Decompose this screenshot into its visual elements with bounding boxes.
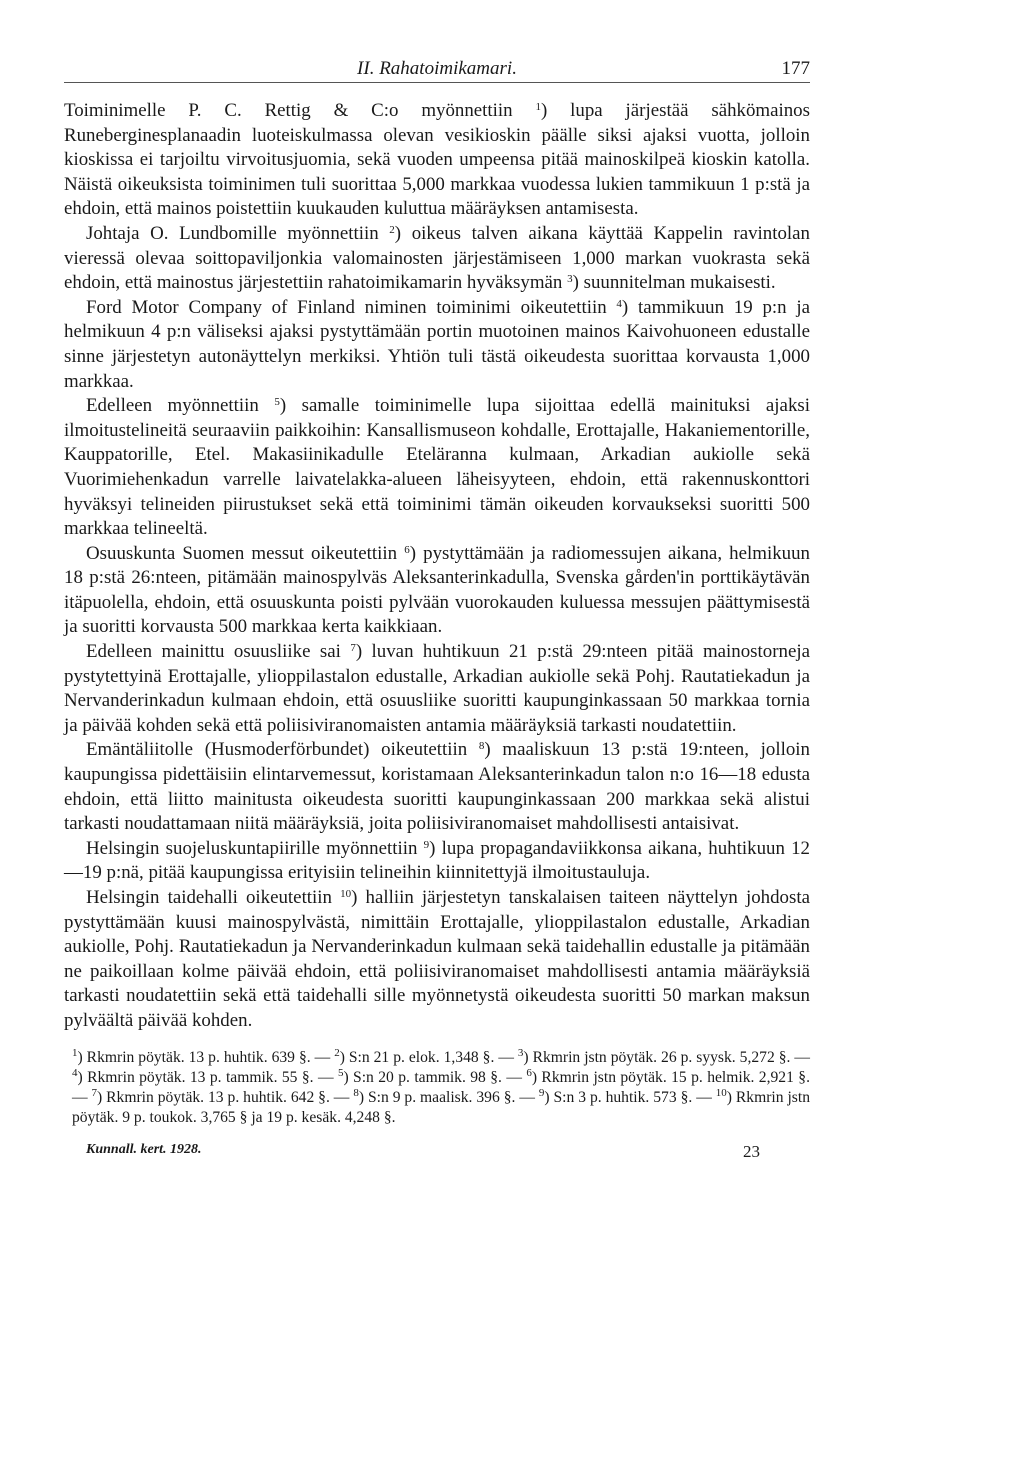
text-run: ) luvan huhtikuun 21 p:stä 29:nteen pitää mainostorneja pystytettyinä Erottajalle, ylioppilastalon edustalle, Arkadian aukiolle sekä Pohj. Rautatiekadun ja Nervanderinkadun kulmaan ehdoin, että osuusliike suoritti kaupunginkassaan 50 markkaa tornia ja päivää kohden sekä että poliisiviranomaisten antamia määräyksiä tarkasti noudatettiin. [64,641,810,736]
footnote-text: ) Rkmrin pöytäk. 13 p. tammik. 55 §. — [77,1068,338,1086]
footnote-text: ) S:n 3 p. huhtik. 573 §. — [544,1088,716,1106]
paragraph-lundbom [64,222,810,296]
text-run: Ford Motor Company of Finland niminen toiminimi oikeutettiin [86,296,617,318]
footnote-ref: 6 [404,543,410,556]
footnote-text: ) Rkmrin pöytäk. 13 p. huhtik. 642 §. — [97,1088,354,1106]
text-run: Helsingin taidehalli oikeutettiin [86,887,341,908]
text-run: ) maaliskuun 13 p:stä 19:nteen, jolloin kaupungissa pidettäisiin elintarvemessut, koristamaan Aleksanterinkadun talon n:o 16—18 edusta ehdoin, että liitto mainitusta oikeudesta suoritti kaupunginkassaan 200 markkaa sekä alistui tarkasti noudattamaan niitä määräyksiä, joita poliisiviranomaiset mahdollisesti antaisivat. [64,739,810,835]
footnote-ref: 3 [567,273,573,286]
paragraph-suojeluskunta [64,837,810,886]
source-reference: Kunnall. kert. 1928. [86,1142,202,1158]
footnotes [64,1048,810,1129]
footnote-mark: 10 [715,1086,727,1099]
footnote-mark: 7 [91,1086,98,1099]
text-run: Emäntäliitolle (Husmoderförbundet) oikeutettiin [86,739,479,761]
text-run: ) tammikuun 19 p:n ja helmikuun 4 p:n väliseksi ajaksi pystyttämään portin muotoinen mainos Kaivohuoneen edustalle sinne järjestetyn autonäyttelyn merkiksi. Yhtiön tuli tästä oikeudesta suorittaa korvausta 1,000 markkaa. [64,296,810,392]
footnote-ref: 1 [535,101,541,113]
footnote-mark: 2 [334,1046,340,1059]
text-run: ) suunnitelman mukaisesti. [572,272,776,294]
text-run: Helsingin suojeluskuntapiirille myönnettiin [86,837,424,859]
footnote-mark: 4 [72,1066,78,1079]
text-run: ) halliin järjestetyn tanskalaisen taiteen näyttelyn johdosta pystyttämään kuusi mainospylvästä, nimittäin Erottajalle, ylioppilastalon edustalle, Arkadian aukiolle, Pohj. Rautatiekadun ja Nervanderinkadun kulmaan sekä taidehallin edustalle ja pitämään ne paikoillaan kolme päivää ehdoin, että poliisiviranomaiset mahdollisesti antamia määräyksiä tarkasti noudatettiin sekä että taidehalli sille myönnetystä oikeudesta suoritti 50 markan maksun pylväältä päivää kohden. [64,887,810,1031]
text-run: ) oikeus talven aikana käyttää Kappelin ravintolan vieressä olevaa soittopaviljonkia valomainosten järjestämiseen 1,000 markan vuokrasta sekä ehdoin, että mainostus järjestettiin rahatoimikamarin hyväksymän [64,222,810,294]
footnote-ref: 4 [616,297,622,310]
page-footer [64,1138,810,1162]
text-run: ) samalle toiminimelle lupa sijoittaa edellä mainituksi ajaksi ilmoitustelineitä seuraaviin paikkoihin: Kansallismuseon kohdalle, Erottajalle, Hakaniementorille, Kauppatorille, Etel. Makasiinikadulle Eteläranna kulmaan, Arkadian aukiolle sekä Vuorimiehenkadun varrelle laivatelakka-alueen läheisyyteen, ehdoin, että rakennuskonttori hyväksyi telineiden piirustukset sekä että toiminimi tämän oikeuden korvaukseksi suoritti 500 markkaa telineeltä. [64,395,810,540]
footnote-text: ) S:n 20 p. tammik. 98 §. — [343,1068,527,1086]
footnote-ref: 2 [389,223,395,236]
body-text [64,99,810,1034]
footnote-ref: 10 [340,888,352,900]
footnote-mark: 8 [353,1086,359,1099]
text-run: Osuuskunta Suomen messut oikeutettiin [86,542,405,564]
footnote-mark: 3 [517,1046,524,1059]
footnote-ref: 5 [274,396,280,409]
footnote-text: ) Rkmrin jstn pöytäk. 9 p. toukok. 3,765 § ja 19 p. kesäk. 4,248 §. [72,1088,810,1127]
paragraph-ford [64,296,810,394]
footnote-text: ) Rkmrin pöytäk. 13 p. huhtik. 639 §. — [77,1048,335,1066]
paragraph-emantaliitto [64,738,810,836]
text-run: Toiminimelle P. C. Rettig & C:o myönnettiin [64,100,536,121]
page-number: 177 [781,58,810,79]
signature-number: 23 [743,1142,760,1162]
footnote-text: ) S:n 9 p. maalisk. 396 §. — [358,1088,539,1106]
footnote-ref: 8 [478,740,485,753]
page-title: II. Rahatoimikamari. [357,58,517,79]
footnote-text: ) S:n 21 p. elok. 1,348 §. — [339,1048,518,1066]
footnote-mark: 5 [337,1066,344,1079]
footnote-mark: 1 [72,1046,78,1059]
text-run: ) pystyttämään ja radiomessujen aikana, helmikuun 18 p:stä 26:nteen, pitämään mainospylväs Aleksanterinkadulla, Svenska gården'in porttikäytävän itäpuolella, ehdoin, että osuuskunta poisti pylvään vuorokauden kuluessa messujen päättymisestä ja suoritti korvausta 500 markkaa kerta kaikkiaan. [64,542,810,638]
paragraph-taidehalli [64,886,810,1034]
text-run: Edelleen myönnettiin [86,395,275,417]
document-page [64,52,810,1162]
footnote-mark: 9 [538,1086,545,1099]
text-run: Johtaja O. Lundbomille myönnettiin [86,222,390,244]
running-header [64,52,810,83]
footnote-ref: 7 [350,642,356,655]
footnote-ref: 9 [423,838,430,851]
paragraph-messut [64,542,810,640]
paragraph-rettig [64,99,810,222]
paragraph-ford-stands [64,394,810,542]
text-run: ) lupa järjestää sähkömainos Runeberginesplanaadin luoteiskulmassa olevan vesikioskin päälle siksi ajaksi vuotta, jolloin kioskissa ei tarjoiltu virvoitusjuomia, sekä vuoden umpeensa pitää mainoskilpeä kioskin katolla. Näistä oikeuksista toiminimen tuli suorittaa 5,000 markkaa vuodessa lukien tammikuun 1 p:stä ja ehdoin, että mainos poistettiin kuukauden kuluttua määräyksen antamisesta. [64,100,810,220]
footnote-mark: 6 [526,1066,532,1079]
text-run: ) lupa propagandaviikkonsa aikana, huhtikuun 12—19 p:nä, pitää kaupungissa erityisiin telineihin kiinnitettyjä ilmoitustauluja. [64,837,810,884]
footnote-text: ) Rkmrin jstn pöytäk. 15 p. helmik. 2,921 §. — [72,1068,810,1106]
paragraph-osuusliike [64,640,810,738]
text-run: Edelleen mainittu osuusliike sai [86,641,351,663]
footnote-text: ) Rkmrin jstn pöytäk. 26 p. syysk. 5,272 §. — [523,1048,810,1066]
